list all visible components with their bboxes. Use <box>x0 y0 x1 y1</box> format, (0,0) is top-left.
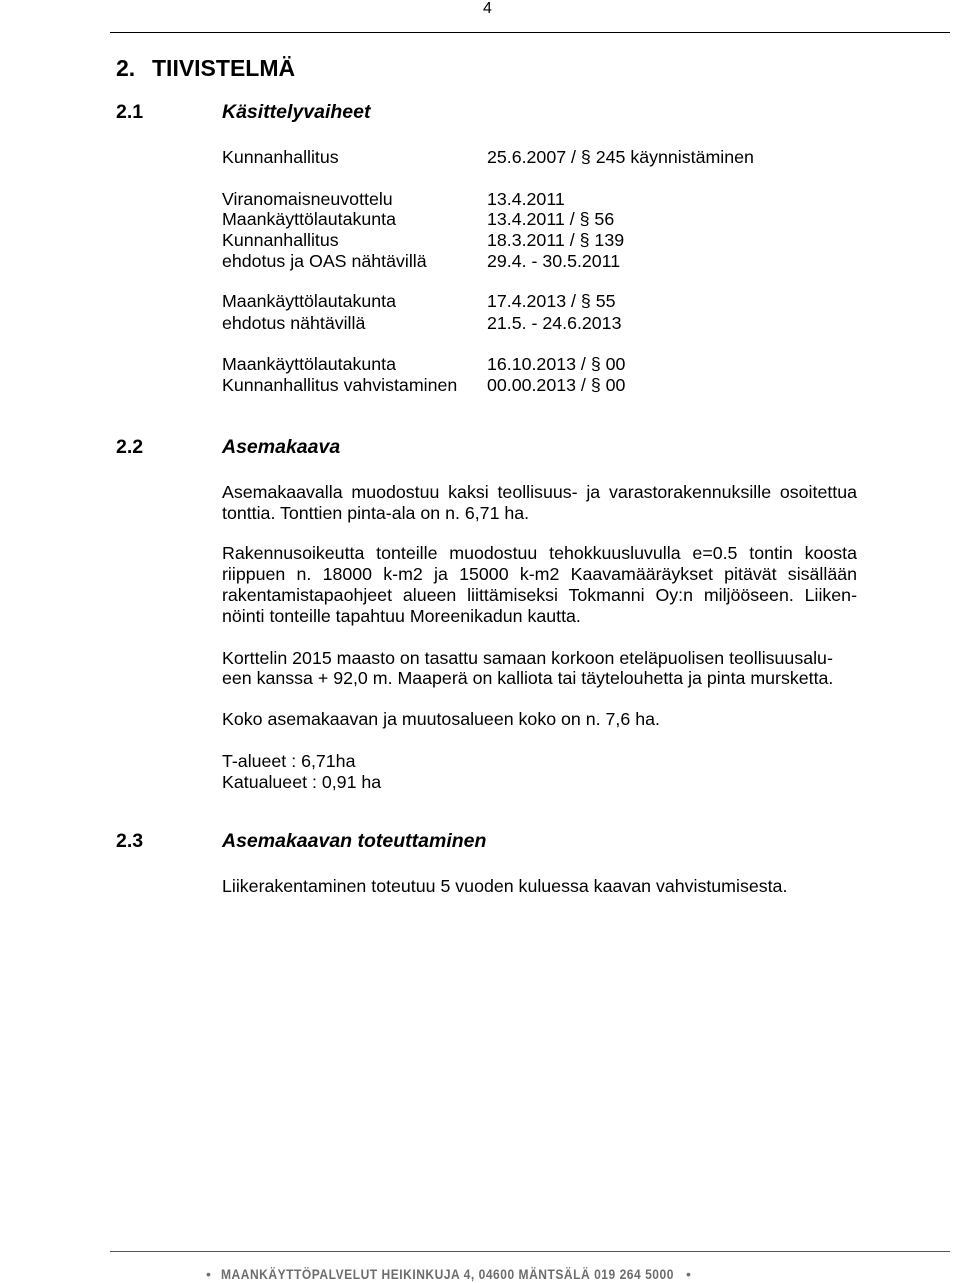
stage-row <box>0 209 960 230</box>
paragraph-line: Asemakaavalla muodostuu kaksi teollisuus- ja varastorakennuksille osoitettua <box>222 482 857 502</box>
stage-row <box>0 189 960 210</box>
footer-bullet: • <box>686 1266 691 1282</box>
paragraph-line: Liikerakentaminen toteutuu 5 vuoden kuluessa kaavan vahvistumisesta. <box>222 876 788 896</box>
chapter-number: 2. <box>116 55 136 81</box>
header-rule <box>110 32 950 33</box>
stage-row <box>0 354 960 375</box>
paragraph-line: Korttelin 2015 maasto on tasattu samaan korkoon eteläpuolisen teollisuusalu- <box>222 648 833 668</box>
stage-label: ehdotus nähtävillä <box>222 313 366 333</box>
stage-label: Maankäyttölautakunta <box>222 209 396 229</box>
stage-label: Kunnanhallitus <box>222 147 339 167</box>
stage-value: 25.6.2007 / § 245 käynnistäminen <box>487 147 754 167</box>
stage-value: 00.00.2013 / § 00 <box>487 375 626 395</box>
footer-bullet: • <box>206 1266 211 1282</box>
stage-label: Maankäyttölautakunta <box>222 291 396 311</box>
stage-row <box>0 147 960 168</box>
stage-value: 21.5. - 24.6.2013 <box>487 313 622 333</box>
section-number-implementation: 2.3 <box>116 830 144 852</box>
stage-label: Kunnanhallitus <box>222 230 339 250</box>
chapter-title: TIIVISTELMÄ <box>152 55 296 81</box>
stage-row <box>0 313 960 334</box>
stage-row <box>0 251 960 272</box>
section-title-processing-stages: Käsittelyvaiheet <box>222 101 371 123</box>
paragraph-line: nöinti tonteille tapahtuu Moreenikadun kautta. <box>222 606 581 626</box>
stage-value: 13.4.2011 <box>487 189 565 209</box>
stage-label: Kunnanhallitus vahvistaminen <box>222 375 458 395</box>
footer-address: MAANKÄYTTÖPALVELUT HEIKINKUJA 4, 04600 MÄNTSÄLÄ 019 264 5000 <box>221 1266 674 1282</box>
page-number: 4 <box>483 0 492 17</box>
stage-value: 29.4. - 30.5.2011 <box>487 251 621 271</box>
stage-value: 13.4.2011 / § 56 <box>487 209 615 229</box>
stage-row <box>0 230 960 251</box>
section-title-implementation: Asemakaavan toteuttaminen <box>222 830 487 852</box>
stage-value: 16.10.2013 / § 00 <box>487 354 626 374</box>
area-line: T-alueet : 6,71ha <box>222 751 356 771</box>
stage-row <box>0 291 960 312</box>
stage-value: 18.3.2011 / § 139 <box>487 230 625 250</box>
area-line: Katualueet : 0,91 ha <box>222 772 382 792</box>
stage-label: ehdotus ja OAS nähtävillä <box>222 251 427 271</box>
stage-row <box>0 375 960 396</box>
paragraph-line: rakentamistapaohjeet alueen liittämiseksi Tokmanni Oy:n miljööseen. Liiken- <box>222 585 857 605</box>
paragraph-line: tonttia. Tonttien pinta-ala on n. 6,71 ha. <box>222 503 530 523</box>
section-number-processing-stages: 2.1 <box>116 101 144 123</box>
stage-label: Maankäyttölautakunta <box>222 354 396 374</box>
footer-rule <box>110 1251 950 1252</box>
stage-value: 17.4.2013 / § 55 <box>487 291 616 311</box>
paragraph-line: een kanssa + 92,0 m. Maaperä on kalliota tai täytelouhetta ja pinta mursketta. <box>222 668 834 688</box>
section-number-zoning-plan: 2.2 <box>116 436 144 458</box>
paragraph-line: riippuen n. 18000 k-m2 ja 15000 k-m2 Kaavamääräykset pitävät sisällään <box>222 564 857 584</box>
paragraph-line: Rakennusoikeutta tonteille muodostuu tehokkuusluvulla e=0.5 tontin koosta <box>222 543 857 563</box>
paragraph-line: Koko asemakaavan ja muutosalueen koko on n. 7,6 ha. <box>222 709 660 729</box>
section-title-zoning-plan: Asemakaava <box>222 436 341 458</box>
stage-label: Viranomaisneuvottelu <box>222 189 393 209</box>
